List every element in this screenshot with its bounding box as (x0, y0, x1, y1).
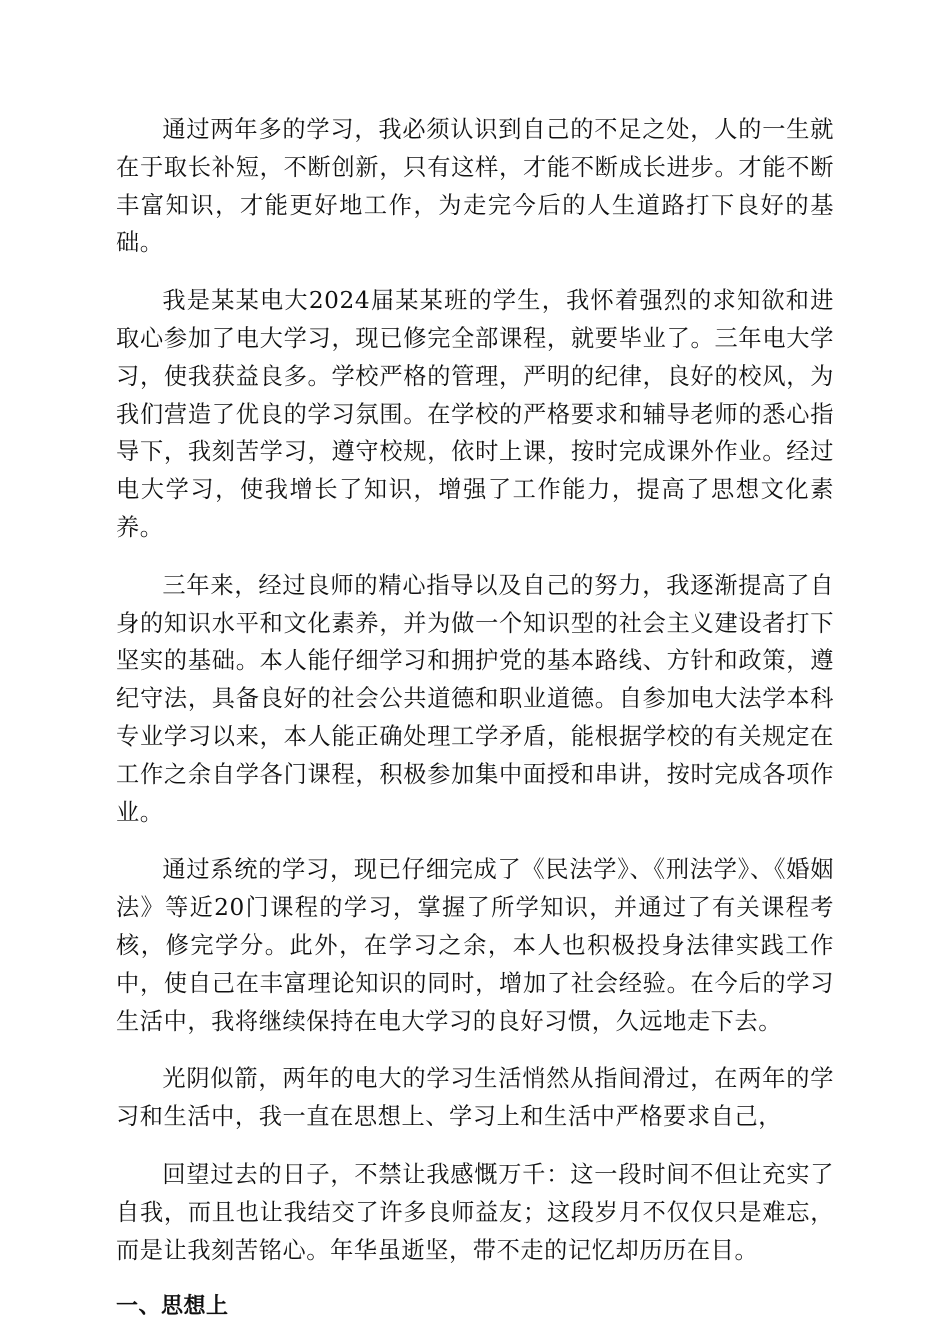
paragraph-6: 回望过去的日子，不禁让我感慨万千：这一段时间不但让充实了自我，而且也让我结交了许多良师益友；这段岁月不仅仅只是难忘，而是让我刻苦铭心。年华虽逝坚，带不走的记忆却历历在目。 (116, 1160, 834, 1264)
section-heading: 一、思想上 (116, 1294, 229, 1320)
document-body (116, 111, 834, 1325)
paragraph-5: 光阴似箭，两年的电大的学习生活悄然从指间滑过，在两年的学习和生活中，我一直在思想上、学习上和生活中严格要求自己， (116, 1065, 834, 1131)
paragraph-2: 我是某某电大2024届某某班的学生，我怀着强烈的求知欲和进取心参加了电大学习，现已修完全部课程，就要毕业了。三年电大学习，使我获益良多。学校严格的管理，严明的纪律，良好的校风，为我们营造了优良的学习氛围。在学校的严格要求和辅导老师的悉心指导下，我刻苦学习，遵守校规，依时上课，按时完成课外作业。经过电大学习，使我增长了知识，增强了工作能力，提高了思想文化素养。 (116, 287, 834, 541)
paragraph-3: 三年来，经过良师的精心指导以及自己的努力，我逐渐提高了自身的知识水平和文化素养，并为做一个知识型的社会主义建设者打下坚实的基础。本人能仔细学习和拥护党的基本路线、方针和政策，遵纪守法，具备良好的社会公共道德和职业道德。自参加电大法学本科专业学习以来，本人能正确处理工学矛盾，能根据学校的有关规定在工作之余自学各门课程，积极参加集中面授和串讲，按时完成各项作业。 (116, 571, 834, 826)
paragraph-1: 通过两年多的学习，我必须认识到自己的不足之处，人的一生就在于取长补短，不断创新，只有这样，才能不断成长进步。才能不断丰富知识，才能更好地工作，为走完今后的人生道路打下良好的基础。 (116, 116, 834, 257)
paragraph-4: 通过系统的学习，现已仔细完成了《民法学》、《刑法学》、《婚姻法》等近20门课程的学习，掌握了所学知识，并通过了有关课程考核，修完学分。此外，在学习之余，本人也积极投身法律实践工作中，使自己在丰富理论知识的同时，增加了社会经验。在今后的学习生活中，我将继续保持在电大学习的良好习惯，久远地走下去。 (116, 856, 834, 1035)
